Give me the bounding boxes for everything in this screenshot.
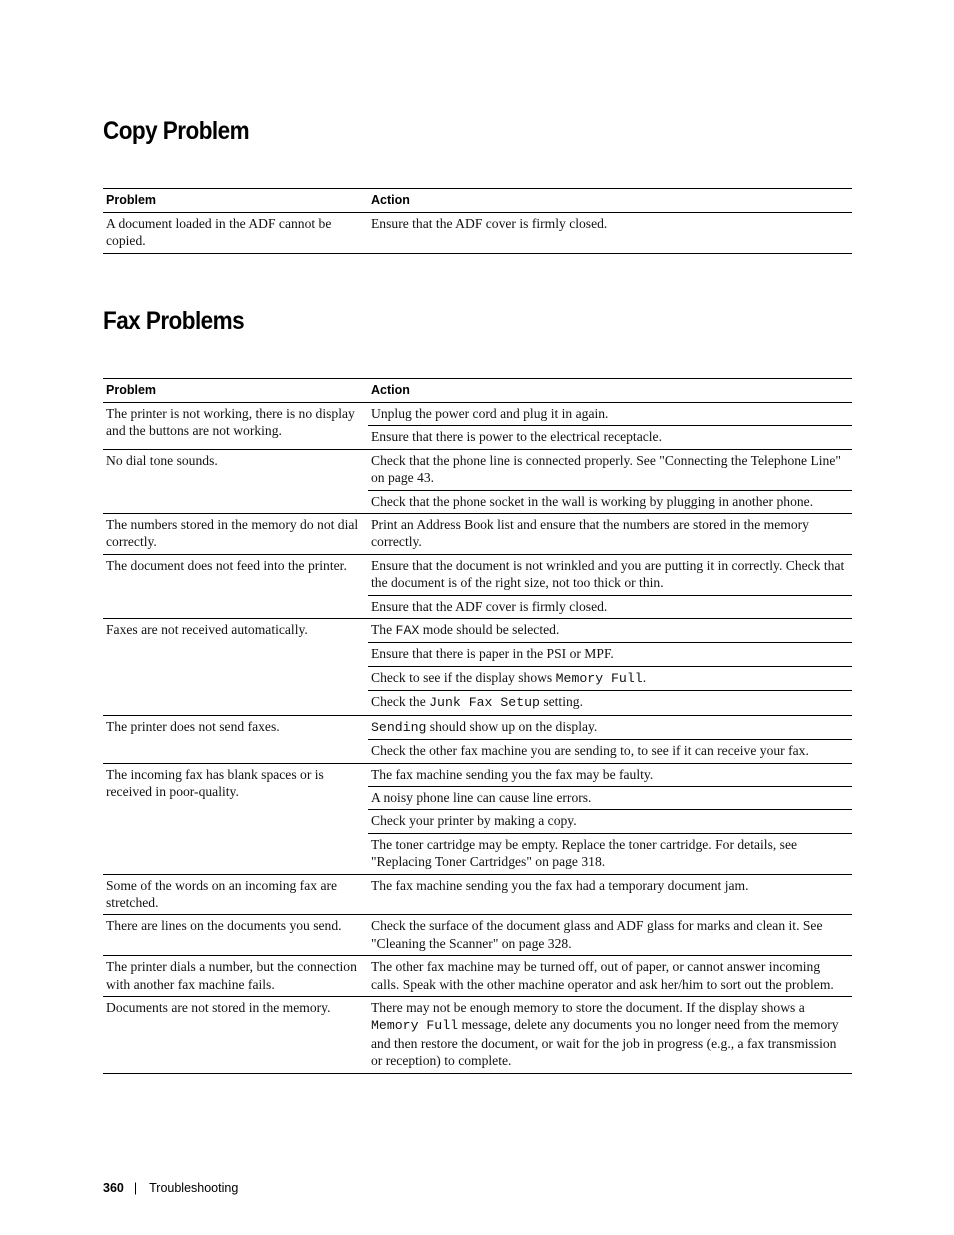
action-text: Check the [371,694,430,710]
action-cell [368,996,852,1073]
action-text: Check the other fax machine you are sending to, to see if it can receive your fax. [371,743,809,759]
problem-column-header: Problem [103,189,368,213]
action-cell [368,915,852,956]
action-text: The fax machine sending you the fax may be faulty. [371,766,654,782]
action-cell [368,514,852,555]
table-header-row [103,189,852,213]
table-row [103,996,852,1073]
action-column-header: Action [368,189,852,213]
action-text: Ensure that the document is not wrinkled and you are putting it in correctly. Check that the document is of the right size, not too thick or thin. [371,557,845,591]
action-text: There may not be enough memory to store the document. If the display shows a [371,999,805,1015]
problem-cell: The printer dials a number, but the connection with another fax machine fails. [103,956,368,997]
action-text: Check that the phone line is connected properly. See "Connecting the Telephone Line" on page 43. [371,452,841,486]
problem-cell: Documents are not stored in the memory. [103,996,368,1073]
fax-problems-table [103,378,852,1074]
table-row [103,514,852,555]
table-row [103,403,852,426]
action-cell [368,715,852,739]
table-row [103,956,852,997]
action-cell [368,643,852,666]
table-row [103,619,852,643]
action-cell [368,740,852,763]
action-column-header: Action [368,379,852,403]
problem-cell: The printer is not working, there is no display and the buttons are not working. [103,403,368,450]
action-cell [368,403,852,426]
action-cell [368,449,852,490]
action-cell [368,786,852,809]
action-cell: Ensure that the ADF cover is firmly closed. [368,213,852,254]
action-text: The toner cartridge may be empty. Replace the toner cartridge. For details, see "Replacing Toner Cartridges" on page 318. [371,836,798,870]
action-text: Unplug the power cord and plug it in again. [371,406,609,421]
copy-section-title: Copy Problem [103,117,250,145]
display-message-text: Junk Fax Setup [429,695,540,711]
action-text: should show up on the display. [426,718,598,734]
action-text: Check that the phone socket in the wall is working by plugging in another phone. [371,493,814,509]
problem-cell: No dial tone sounds. [103,449,368,513]
action-text: setting. [539,694,583,710]
action-cell [368,691,852,715]
action-text: Print an Address Book list and ensure that the numbers are stored in the memory correctly. [371,517,809,550]
table-row [103,554,852,595]
action-text: Check your printer by making a copy. [371,813,577,829]
table-row [103,874,852,915]
action-text: . [642,669,647,685]
action-text: Ensure that there is power to the electrical receptacle. [371,429,662,445]
problem-cell: The incoming fax has blank spaces or is received in poor-quality. [103,763,368,874]
page-number: 360 [103,1181,124,1195]
action-cell [368,490,852,513]
problem-column-header: Problem [103,379,368,403]
problem-cell: The document does not feed into the printer. [103,554,368,618]
action-cell [368,666,852,690]
action-cell [368,554,852,595]
action-text: Ensure that there is paper in the PSI or MPF. [371,646,614,662]
problem-cell: Faxes are not received automatically. [103,619,368,716]
action-cell [368,956,852,997]
action-text: Ensure that the ADF cover is firmly closed. [371,598,608,614]
problem-cell: The numbers stored in the memory do not dial correctly. [103,514,368,555]
action-cell [368,595,852,618]
display-message-text: Memory Full [555,670,643,686]
table-row [103,449,852,490]
table-row [103,915,852,956]
footer-section-name: Troubleshooting [149,1181,239,1195]
action-text: Check the surface of the document glass and ADF glass for marks and clean it. See "Cleaning the Scanner" on page 328. [371,918,823,951]
action-text: Check to see if the display shows [371,669,556,685]
action-cell [368,874,852,915]
display-message-text: FAX [395,623,420,639]
problem-cell: Some of the words on an incoming fax are stretched. [103,874,368,915]
action-cell [368,426,852,449]
problem-cell: There are lines on the documents you send. [103,915,368,956]
action-cell [368,763,852,786]
action-text: The other fax machine may be turned off, out of paper, or cannot answer incoming calls. Speak with the other machine operator and ask her/him to sort out the problem. [371,959,834,992]
action-text: A noisy phone line can cause line errors. [371,789,592,805]
table-row [103,715,852,739]
action-cell [368,810,852,833]
problem-cell: The printer does not send faxes. [103,715,368,763]
action-text: message, delete any documents you no longer need from the memory and then restore the document, or wait for the job in progress (e.g., a fax transmission or reception) to complete. [371,1017,839,1069]
display-message-text: Sending [371,719,427,735]
copy-problem-table [103,188,852,254]
display-message-text: Memory Full [371,1018,459,1034]
table-row [103,213,852,254]
page-footer [103,1181,238,1195]
action-text: The fax machine sending you the fax had a temporary document jam. [371,877,749,893]
action-text: The [371,622,396,638]
fax-section-title: Fax Problems [103,307,245,335]
action-cell [368,619,852,643]
action-cell [368,833,852,874]
footer-separator: | [133,1181,138,1195]
action-text: mode should be selected. [419,622,560,638]
table-row [103,763,852,786]
table-header-row [103,379,852,403]
problem-cell: A document loaded in the ADF cannot be copied. [103,213,368,254]
